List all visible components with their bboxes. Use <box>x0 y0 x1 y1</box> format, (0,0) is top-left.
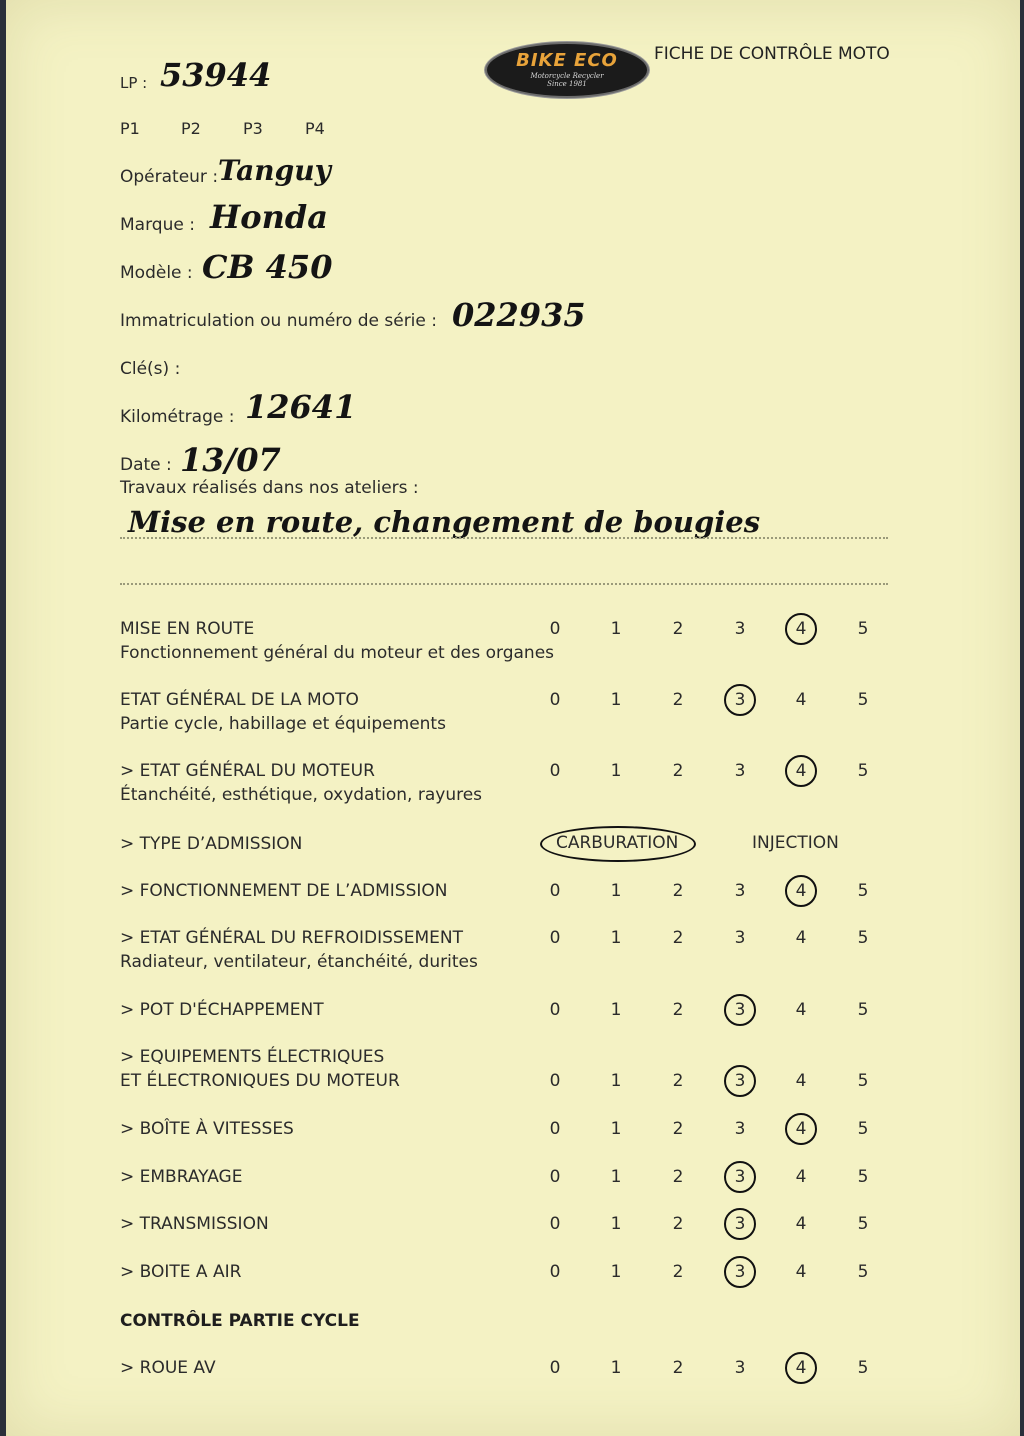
score-option-2[interactable]: 2 <box>672 619 684 639</box>
score-option-2[interactable]: 2 <box>672 1262 684 1282</box>
score-option-0[interactable]: 0 <box>549 1358 561 1378</box>
p4-label: P4 <box>305 119 325 138</box>
selected-score-circle <box>724 684 756 716</box>
marque-value: Honda <box>210 198 328 236</box>
p3-label: P3 <box>243 119 263 138</box>
score-option-1[interactable]: 1 <box>610 928 622 948</box>
p2-label: P2 <box>181 119 201 138</box>
score-option-5[interactable]: 5 <box>857 928 869 948</box>
score-option-5[interactable]: 5 <box>857 1071 869 1091</box>
score-option-4[interactable]: 4 <box>795 1358 807 1378</box>
modele-value: CB 450 <box>202 248 333 286</box>
score-option-1[interactable]: 1 <box>610 1262 622 1282</box>
score-option-1[interactable]: 1 <box>610 761 622 781</box>
score-option-0[interactable]: 0 <box>549 881 561 901</box>
row-label: MISE EN ROUTE <box>120 619 255 639</box>
row-label: > BOITE A AIR <box>120 1262 242 1282</box>
score-option-1[interactable]: 1 <box>610 1119 622 1139</box>
score-option-0[interactable]: 0 <box>549 1071 561 1091</box>
score-option-3[interactable]: 3 <box>734 881 746 901</box>
travaux-line-1 <box>120 537 888 539</box>
score-option-3[interactable]: 3 <box>734 1119 746 1139</box>
score-option-4[interactable]: 4 <box>795 1071 807 1091</box>
score-option-4[interactable]: 4 <box>795 1000 807 1020</box>
score-option-1[interactable]: 1 <box>610 1000 622 1020</box>
selected-score-circle <box>785 1352 817 1384</box>
score-option-5[interactable]: 5 <box>857 1119 869 1139</box>
score-option-4[interactable]: 4 <box>795 881 807 901</box>
section-controle-partie-cycle: CONTRÔLE PARTIE CYCLE <box>120 1311 360 1331</box>
selected-score-circle <box>724 1161 756 1193</box>
operateur-value: Tanguy <box>218 154 331 187</box>
score-option-5[interactable]: 5 <box>857 1358 869 1378</box>
selected-score-circle <box>785 875 817 907</box>
selected-score-circle <box>724 1065 756 1097</box>
row-label: > ETAT GÉNÉRAL DU REFROIDISSEMENT <box>120 928 463 948</box>
immatriculation-value: 022935 <box>452 296 586 334</box>
row-label: > ETAT GÉNÉRAL DU MOTEUR <box>120 761 375 781</box>
score-option-5[interactable]: 5 <box>857 1167 869 1187</box>
row-sublabel: Étanchéité, esthétique, oxydation, rayures <box>120 785 483 805</box>
score-option-4[interactable]: 4 <box>795 928 807 948</box>
row-label: > EMBRAYAGE <box>120 1167 243 1187</box>
score-option-4[interactable]: 4 <box>795 761 807 781</box>
score-option-3[interactable]: 3 <box>734 761 746 781</box>
logo-brand: BIKE ECO <box>516 50 618 71</box>
score-option-0[interactable]: 0 <box>549 1167 561 1187</box>
lp-value: 53944 <box>160 56 272 94</box>
score-option-5[interactable]: 5 <box>857 1000 869 1020</box>
score-option-2[interactable]: 2 <box>672 928 684 948</box>
score-option-0[interactable]: 0 <box>549 928 561 948</box>
score-option-1[interactable]: 1 <box>610 881 622 901</box>
modele-label: Modèle : <box>120 263 193 283</box>
logo-tagline: Motorcycle Recycler Since 1981 <box>530 72 604 88</box>
score-option-2[interactable]: 2 <box>672 761 684 781</box>
selected-score-circle <box>785 755 817 787</box>
score-option-3[interactable]: 3 <box>734 619 746 639</box>
score-option-3[interactable]: 3 <box>734 1358 746 1378</box>
date-value: 13/07 <box>180 441 281 479</box>
score-option-3[interactable]: 3 <box>734 1167 746 1187</box>
score-option-5[interactable]: 5 <box>857 1262 869 1282</box>
score-option-4[interactable]: 4 <box>795 1167 807 1187</box>
operateur-label: Opérateur : <box>120 167 219 187</box>
admission-option-carburation[interactable]: CARBURATION <box>556 833 679 853</box>
score-option-1[interactable]: 1 <box>610 1214 622 1234</box>
score-option-2[interactable]: 2 <box>672 881 684 901</box>
travaux-line-2 <box>120 583 888 585</box>
score-option-2[interactable]: 2 <box>672 1214 684 1234</box>
kilometrage-value: 12641 <box>245 388 357 426</box>
score-option-1[interactable]: 1 <box>610 1167 622 1187</box>
score-option-0[interactable]: 0 <box>549 1119 561 1139</box>
score-option-3[interactable]: 3 <box>734 928 746 948</box>
p1-label: P1 <box>120 119 140 138</box>
score-option-0[interactable]: 0 <box>549 1214 561 1234</box>
score-option-5[interactable]: 5 <box>857 690 869 710</box>
score-option-0[interactable]: 0 <box>549 690 561 710</box>
score-option-2[interactable]: 2 <box>672 1358 684 1378</box>
score-option-0[interactable]: 0 <box>549 761 561 781</box>
row-sublabel: Fonctionnement général du moteur et des organes <box>120 643 555 663</box>
score-option-0[interactable]: 0 <box>549 1262 561 1282</box>
score-option-3[interactable]: 3 <box>734 1214 746 1234</box>
row-sublabel: Partie cycle, habillage et équipements <box>120 714 446 734</box>
row-label: > BOÎTE À VITESSES <box>120 1119 294 1139</box>
travaux-label: Travaux réalisés dans nos ateliers : <box>120 478 419 498</box>
score-option-2[interactable]: 2 <box>672 1167 684 1187</box>
score-option-5[interactable]: 5 <box>857 761 869 781</box>
row-label: > POT D'ÉCHAPPEMENT <box>120 1000 324 1020</box>
score-option-5[interactable]: 5 <box>857 619 869 639</box>
admission-option-injection[interactable]: INJECTION <box>752 833 839 853</box>
cles-label: Clé(s) : <box>120 359 181 379</box>
immatriculation-label: Immatriculation ou numéro de série : <box>120 311 437 331</box>
score-option-3[interactable]: 3 <box>734 1262 746 1282</box>
score-option-4[interactable]: 4 <box>795 1214 807 1234</box>
row-label: > EQUIPEMENTS ÉLECTRIQUES <box>120 1047 385 1067</box>
marque-label: Marque : <box>120 215 195 235</box>
selected-score-circle <box>724 994 756 1026</box>
score-option-5[interactable]: 5 <box>857 1214 869 1234</box>
selected-score-circle <box>724 1208 756 1240</box>
kilometrage-label: Kilométrage : <box>120 407 235 427</box>
score-option-2[interactable]: 2 <box>672 1000 684 1020</box>
score-option-2[interactable]: 2 <box>672 1119 684 1139</box>
score-option-0[interactable]: 0 <box>549 619 561 639</box>
row-label: > TRANSMISSION <box>120 1214 269 1234</box>
travaux-value: Mise en route, changement de bougies <box>128 505 761 539</box>
date-label: Date : <box>120 455 172 475</box>
score-option-4[interactable]: 4 <box>795 1262 807 1282</box>
row-label: > FONCTIONNEMENT DE L’ADMISSION <box>120 881 448 901</box>
score-option-2[interactable]: 2 <box>672 690 684 710</box>
score-option-3[interactable]: 3 <box>734 1071 746 1091</box>
score-option-0[interactable]: 0 <box>549 1000 561 1020</box>
score-option-4[interactable]: 4 <box>795 690 807 710</box>
row-label: ETAT GÉNÉRAL DE LA MOTO <box>120 690 359 710</box>
row-sublabel: Radiateur, ventilateur, étanchéité, durites <box>120 952 478 972</box>
score-option-5[interactable]: 5 <box>857 881 869 901</box>
bike-eco-logo <box>485 42 649 98</box>
score-option-3[interactable]: 3 <box>734 1000 746 1020</box>
selected-score-circle <box>785 613 817 645</box>
score-option-1[interactable]: 1 <box>610 1071 622 1091</box>
selected-score-circle <box>724 1256 756 1288</box>
score-option-2[interactable]: 2 <box>672 1071 684 1091</box>
score-option-3[interactable]: 3 <box>734 690 746 710</box>
score-option-4[interactable]: 4 <box>795 619 807 639</box>
selected-score-circle <box>785 1113 817 1145</box>
score-option-1[interactable]: 1 <box>610 619 622 639</box>
admission-label: > TYPE D’ADMISSION <box>120 834 303 854</box>
lp-label: LP : <box>120 74 148 92</box>
score-option-1[interactable]: 1 <box>610 690 622 710</box>
row-label-line2: ET ÉLECTRONIQUES DU MOTEUR <box>120 1071 400 1091</box>
sheet-title: FICHE DE CONTRÔLE MOTO <box>654 44 890 64</box>
row-label: > ROUE AV <box>120 1358 216 1378</box>
score-option-1[interactable]: 1 <box>610 1358 622 1378</box>
score-option-4[interactable]: 4 <box>795 1119 807 1139</box>
